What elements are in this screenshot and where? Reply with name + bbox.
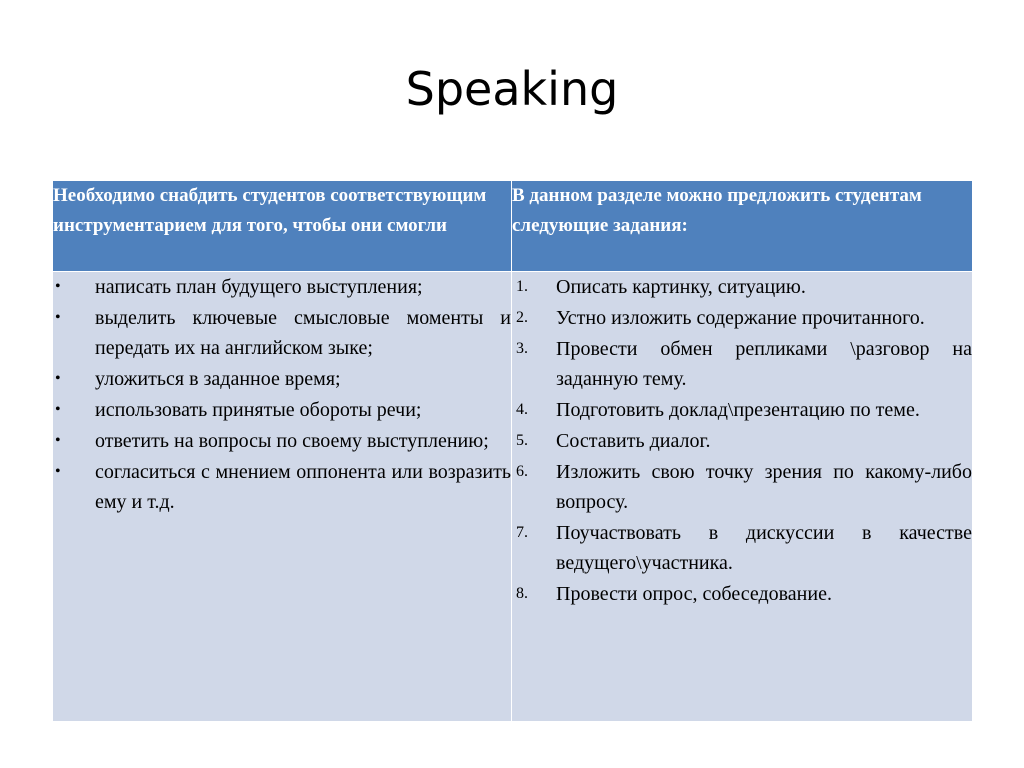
list-item-text: уложиться в заданное время; bbox=[95, 368, 341, 390]
list-item bbox=[53, 272, 511, 302]
list-item-text: Описать картинку, ситуацию. bbox=[556, 276, 806, 298]
right-column-header: В данном разделе можно предложить студентам следующие задания: bbox=[512, 181, 973, 272]
list-number: 2. bbox=[516, 309, 528, 326]
list-number: 7. bbox=[516, 524, 528, 541]
list-number: 1. bbox=[516, 278, 528, 295]
list-item-text: Подготовить доклад\презентацию по теме. bbox=[556, 399, 920, 421]
list-item-text: Составить диалог. bbox=[556, 430, 711, 452]
slide-title: Speaking bbox=[405, 62, 619, 116]
list-item-text: выделить ключевые смысловые моменты и передать их на английском зыке; bbox=[95, 307, 511, 359]
list-number: 8. bbox=[516, 585, 528, 602]
list-item-text: Провести опрос, собеседование. bbox=[556, 583, 832, 605]
table-body-row bbox=[53, 272, 973, 722]
list-number: 4. bbox=[516, 401, 528, 418]
left-column-cell bbox=[53, 272, 512, 722]
list-number: 6. bbox=[516, 463, 528, 480]
list-number: 5. bbox=[516, 432, 528, 449]
list-item bbox=[512, 457, 972, 517]
list-item-text: Изложить свою точку зрения по какому-либо вопросу. bbox=[556, 461, 972, 513]
list-item bbox=[512, 579, 972, 609]
list-number: 3. bbox=[516, 340, 528, 357]
right-column-cell bbox=[512, 272, 973, 722]
list-item bbox=[53, 457, 511, 517]
list-item-text: использовать принятые обороты речи; bbox=[95, 399, 422, 421]
list-item-text: Устно изложить содержание прочитанного. bbox=[556, 307, 925, 329]
bullet-icon: • bbox=[55, 278, 61, 295]
bullet-icon: • bbox=[55, 463, 61, 480]
list-item-text: ответить на вопросы по своему выступлению; bbox=[95, 430, 489, 452]
bullet-icon: • bbox=[55, 401, 61, 418]
tasks-numbered-list bbox=[512, 272, 972, 609]
list-item bbox=[53, 426, 511, 456]
table-header-row bbox=[53, 181, 973, 272]
list-item bbox=[512, 334, 972, 394]
bullet-icon: • bbox=[55, 432, 61, 449]
list-item bbox=[512, 272, 972, 302]
list-item-text: Провести обмен репликами \разговор на заданную тему. bbox=[556, 338, 972, 390]
list-item-text: написать план будущего выступления; bbox=[95, 276, 423, 298]
list-item bbox=[512, 518, 972, 578]
list-item bbox=[512, 303, 972, 333]
content-table bbox=[52, 180, 973, 722]
list-item bbox=[512, 395, 972, 425]
bullet-icon: • bbox=[55, 309, 61, 326]
list-item bbox=[53, 364, 511, 394]
left-column-header: Необходимо снабдить студентов соответствующим инструментарием для того, чтобы они смогли bbox=[53, 181, 512, 272]
list-item bbox=[53, 395, 511, 425]
list-item bbox=[512, 426, 972, 456]
list-item bbox=[53, 303, 511, 363]
list-item-text: согласиться с мнением оппонента или возразить ему и т.д. bbox=[95, 461, 511, 513]
bullet-icon: • bbox=[55, 370, 61, 387]
list-item-text: Поучаствовать в дискуссии в качестве ведущего\участника. bbox=[556, 522, 972, 574]
skills-bullet-list bbox=[53, 272, 511, 517]
